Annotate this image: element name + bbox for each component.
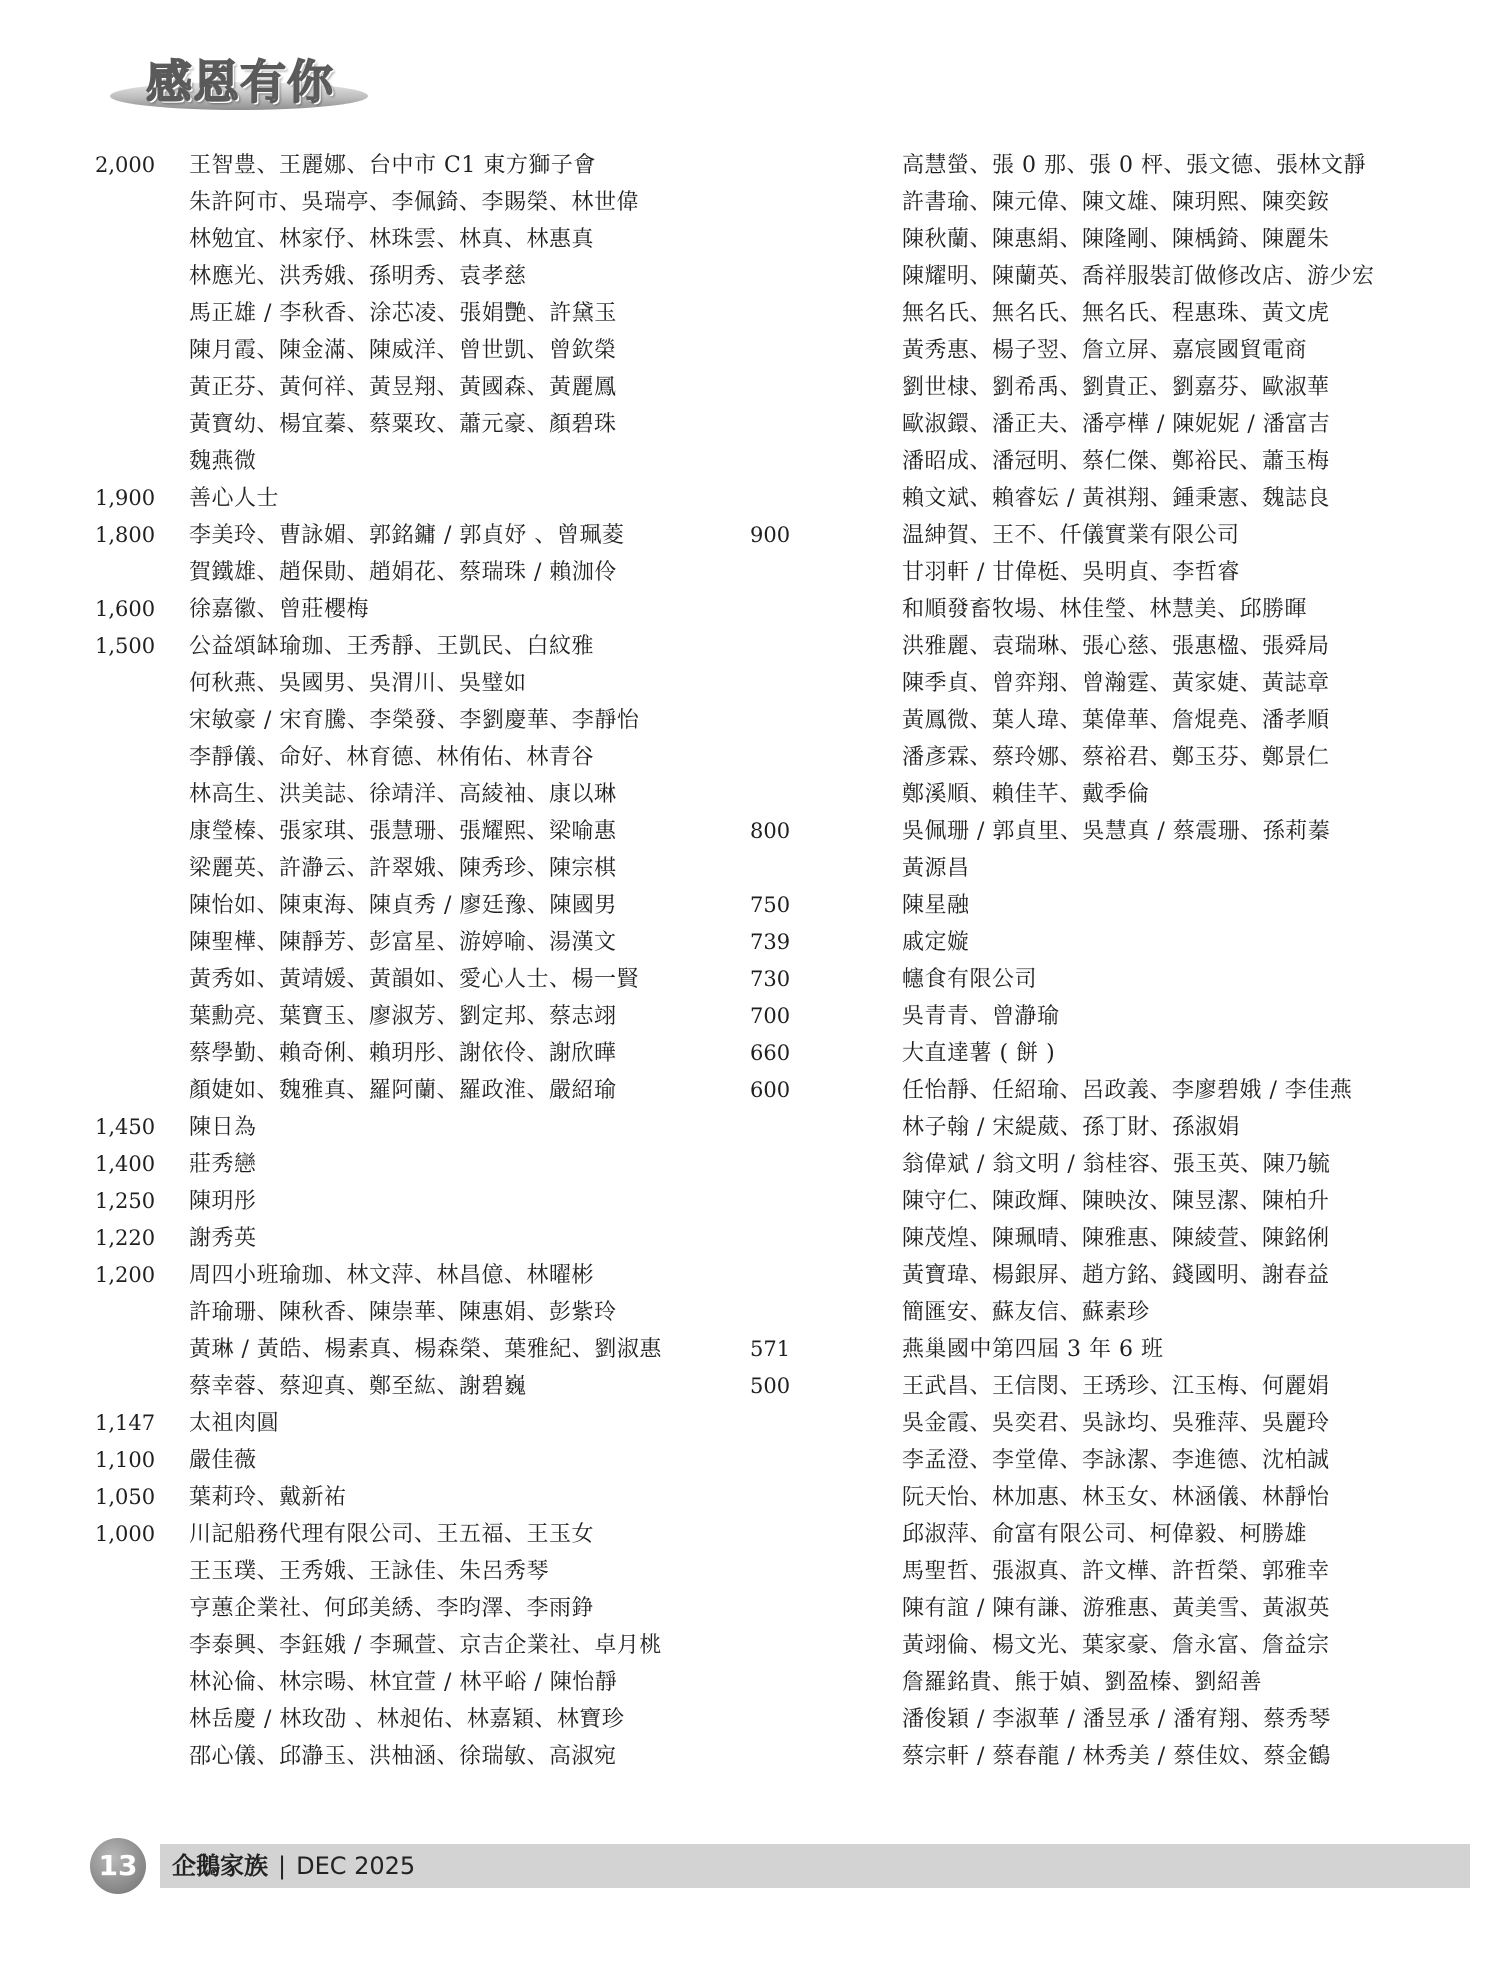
donation-entry bbox=[95, 480, 735, 517]
donor-line: 葉勳亮、葉寶玉、廖淑芳、劉定邦、蔡志翊 bbox=[189, 1004, 617, 1029]
donation-entry bbox=[750, 1368, 1390, 1775]
donor-names bbox=[157, 628, 639, 1109]
donor-line: 李美玲、曹詠媚、郭銘鏞 / 郭貞妤 、曾珮菱 bbox=[189, 523, 625, 548]
donation-entry bbox=[750, 887, 1390, 924]
donor-line: 黃翊倫、楊文光、葉家豪、詹永富、詹益宗 bbox=[902, 1633, 1330, 1658]
donation-entry bbox=[750, 1035, 1390, 1072]
donation-entry bbox=[95, 1405, 735, 1442]
donation-amount: 730 bbox=[750, 967, 791, 991]
donation-amount bbox=[750, 147, 810, 517]
donor-names bbox=[810, 887, 970, 924]
donor-names bbox=[810, 1368, 1331, 1775]
donor-line: 善心人士 bbox=[189, 486, 280, 511]
donation-entry bbox=[95, 1146, 735, 1183]
donation-amount: 750 bbox=[750, 893, 791, 917]
donor-line: 周四小班瑜珈、林文萍、林昌億、林曜彬 bbox=[189, 1263, 595, 1288]
donation-entry bbox=[750, 998, 1390, 1035]
donor-line: 何秋燕、吳國男、吳渭川、吳璧如 bbox=[189, 671, 527, 696]
donor-names bbox=[810, 813, 1330, 887]
donor-line: 潘彥霖、蔡玲娜、蔡裕君、鄭玉芬、鄭景仁 bbox=[902, 745, 1330, 770]
footer-text bbox=[172, 1848, 415, 1884]
donor-line: 甘羽軒 / 甘偉梃、吳明貞、李哲睿 bbox=[902, 560, 1240, 585]
donor-line: 潘俊穎 / 李淑華 / 潘昱承 / 潘宥翔、蔡秀琴 bbox=[902, 1707, 1331, 1732]
section-title: 感恩有你 bbox=[146, 55, 334, 109]
donation-entry bbox=[750, 147, 1390, 517]
donor-line: 嚴佳薇 bbox=[189, 1448, 257, 1473]
donor-names bbox=[810, 998, 1060, 1035]
donor-line: 陳玥彤 bbox=[189, 1189, 257, 1214]
donor-line: 任怡靜、任紹瑜、呂政義、李廖碧娥 / 李佳燕 bbox=[902, 1078, 1353, 1103]
donation-entry bbox=[95, 628, 735, 1109]
donor-line: 戚定嫙 bbox=[902, 930, 970, 955]
donation-amount: 1,600 bbox=[95, 597, 156, 621]
donor-line: 公益頌缽瑜珈、王秀靜、王凱民、白紋雅 bbox=[189, 634, 595, 659]
donation-entry bbox=[95, 1257, 735, 1405]
donation-amount: 1,200 bbox=[95, 1263, 156, 1287]
footer-separator: | bbox=[278, 1852, 287, 1880]
donation-amount: 1,050 bbox=[95, 1485, 156, 1509]
donor-line: 高慧螢、張 0 那、張 0 枰、張文德、張林文靜 bbox=[902, 153, 1366, 178]
donor-names bbox=[157, 147, 639, 480]
donation-entry bbox=[95, 1183, 735, 1220]
donor-line: 黃琳 / 黃皓、楊素真、楊森榮、葉雅紀、劉淑惠 bbox=[189, 1337, 662, 1362]
donation-amount: 1,220 bbox=[95, 1226, 156, 1250]
donor-names bbox=[157, 1516, 662, 1775]
issue-date: DEC 2025 bbox=[296, 1852, 416, 1880]
donor-line: 鄭溪順、賴佳芊、戴季倫 bbox=[902, 782, 1150, 807]
donor-line: 莊秀戀 bbox=[189, 1152, 257, 1177]
donor-line: 陳聖樺、陳靜芳、彭富星、游婷喻、湯漢文 bbox=[189, 930, 617, 955]
donor-line: 邱淑萍、俞富有限公司、柯偉毅、柯勝雄 bbox=[902, 1522, 1308, 1547]
donor-line: 賴文斌、賴睿妘 / 黃祺翔、鍾秉憲、魏誌良 bbox=[902, 486, 1330, 511]
donor-names bbox=[157, 1146, 257, 1183]
donor-line: 吳金霞、吳奕君、吳詠均、吳雅萍、吳麗玲 bbox=[902, 1411, 1330, 1436]
donor-list-left bbox=[95, 147, 735, 1775]
donation-entry bbox=[750, 1331, 1390, 1368]
donation-entry bbox=[750, 961, 1390, 998]
donor-list-right bbox=[750, 147, 1390, 1775]
donor-names bbox=[157, 1257, 662, 1405]
donor-line: 王智豊、王麗娜、台中市 C1 東方獅子會 bbox=[189, 153, 596, 178]
page-number: 13 bbox=[90, 1838, 146, 1894]
donor-line: 簡匯安、蘇友信、蘇素珍 bbox=[902, 1300, 1150, 1325]
donation-amount: 571 bbox=[750, 1337, 791, 1361]
donation-amount: 1,500 bbox=[95, 634, 156, 658]
donor-line: 林沁倫、林宗暘、林宜萱 / 林平峪 / 陳怡靜 bbox=[189, 1670, 618, 1695]
donor-line: 蔡幸蓉、蔡迎真、鄭至紘、謝碧巍 bbox=[189, 1374, 527, 1399]
donor-line: 陳耀明、陳蘭英、喬祥服裝訂做修改店、游少宏 bbox=[902, 264, 1375, 289]
donation-entry bbox=[750, 813, 1390, 887]
donor-line: 李靜儀、命好、林育德、林侑佑、林青谷 bbox=[189, 745, 595, 770]
donor-line: 陳怡如、陳東海、陳貞秀 / 廖廷豫、陳國男 bbox=[189, 893, 617, 918]
donor-line: 蔡學勤、賴奇俐、賴玥彤、謝依伶、謝欣曄 bbox=[189, 1041, 617, 1066]
donor-line: 黃秀如、黃靖媛、黃韻如、愛心人士、楊一賢 bbox=[189, 967, 640, 992]
donor-line: 馬聖哲、張淑真、許文樺、許哲榮、郭雅幸 bbox=[902, 1559, 1330, 1584]
donor-line: 魏燕微 bbox=[189, 449, 257, 474]
donor-line: 徐嘉徽、曾莊櫻梅 bbox=[189, 597, 370, 622]
donor-line: 康瑩榛、張家琪、張慧珊、張耀熙、梁喻惠 bbox=[189, 819, 617, 844]
donation-amount: 1,250 bbox=[95, 1189, 156, 1213]
donor-names bbox=[157, 480, 279, 517]
donor-line: 王武昌、王信閔、王琇珍、江玉梅、何麗娟 bbox=[902, 1374, 1330, 1399]
donor-line: 邵心儀、邱瀞玉、洪柚涵、徐瑞敏、高淑宛 bbox=[189, 1744, 617, 1769]
donation-amount: 2,000 bbox=[95, 153, 156, 177]
donor-names bbox=[810, 961, 1037, 998]
donation-amount: 900 bbox=[750, 523, 791, 547]
donor-line: 吳青青、曾瀞瑜 bbox=[902, 1004, 1060, 1029]
donor-line: 陳季貞、曾弈翔、曾瀚霆、黃家婕、黃誌章 bbox=[902, 671, 1330, 696]
donor-line: 宋敏豪 / 宋育騰、李榮發、李劉慶華、李靜怡 bbox=[189, 708, 640, 733]
donor-line: 温紳賀、王不、仟儀實業有限公司 bbox=[902, 523, 1240, 548]
donor-line: 無名氏、無名氏、無名氏、程惠珠、黃文虎 bbox=[902, 301, 1330, 326]
donation-entry bbox=[750, 924, 1390, 961]
donation-entry bbox=[750, 517, 1390, 813]
donor-names bbox=[157, 517, 624, 591]
donor-names bbox=[157, 1442, 257, 1479]
donation-amount: 660 bbox=[750, 1041, 791, 1065]
donor-line: 陳日為 bbox=[189, 1115, 257, 1140]
donor-line: 亨蕙企業社、何邱美綉、李昀澤、李雨錚 bbox=[189, 1596, 595, 1621]
donor-names bbox=[157, 1109, 257, 1146]
donation-amount: 500 bbox=[750, 1374, 791, 1398]
donor-line: 陳星融 bbox=[902, 893, 970, 918]
donor-line: 王玉璞、王秀娥、王詠佳、朱呂秀琴 bbox=[189, 1559, 550, 1584]
donor-line: 林勉宜、林家伃、林珠雲、林真、林惠真 bbox=[189, 227, 595, 252]
donor-line: 翁偉斌 / 翁文明 / 翁桂容、張玉英、陳乃毓 bbox=[902, 1152, 1331, 1177]
donor-names bbox=[810, 1072, 1352, 1331]
donor-line: 陳月霞、陳金滿、陳威洋、曾世凱、曾欽榮 bbox=[189, 338, 617, 363]
donor-line: 黃鳳微、葉人瑋、葉偉華、詹焜堯、潘孝順 bbox=[902, 708, 1330, 733]
donor-line: 川記船務代理有限公司、王五福、王玉女 bbox=[189, 1522, 595, 1547]
donor-line: 太祖肉圓 bbox=[189, 1411, 280, 1436]
donation-amount: 700 bbox=[750, 1004, 791, 1028]
donor-line: 黃寶瑋、楊銀屏、趙方銘、錢國明、謝春益 bbox=[902, 1263, 1330, 1288]
donor-line: 蔡宗軒 / 蔡春龍 / 林秀美 / 蔡佳妏、蔡金鶴 bbox=[902, 1744, 1331, 1769]
donor-line: 賀鐵雄、趙保勛、趙娟花、蔡瑞珠 / 賴泇伶 bbox=[189, 560, 617, 585]
donation-entry bbox=[95, 147, 735, 480]
donor-line: 林應光、洪秀娥、孫明秀、袁孝慈 bbox=[189, 264, 527, 289]
donation-entry bbox=[95, 1442, 735, 1479]
donor-line: 陳茂煌、陳珮晴、陳雅惠、陳綾萱、陳銘俐 bbox=[902, 1226, 1330, 1251]
donor-line: 潘昭成、潘冠明、蔡仁傑、鄭裕民、蕭玉梅 bbox=[902, 449, 1330, 474]
donor-line: 歐淑鐶、潘正夫、潘亭樺 / 陳妮妮 / 潘富吉 bbox=[902, 412, 1331, 437]
donor-line: 謝秀英 bbox=[189, 1226, 257, 1251]
donation-amount: 1,450 bbox=[95, 1115, 156, 1139]
donor-line: 許瑜珊、陳秋香、陳崇華、陳惠娟、彭紫玲 bbox=[189, 1300, 617, 1325]
section-header bbox=[110, 42, 380, 114]
donor-line: 葉莉玲、戴新祐 bbox=[189, 1485, 347, 1510]
donor-line: 黃源昌 bbox=[902, 856, 970, 881]
donor-names bbox=[810, 924, 970, 961]
donor-names bbox=[810, 1035, 1055, 1072]
donor-line: 朱許阿市、吳瑞亭、李佩錡、李賜榮、林世偉 bbox=[189, 190, 640, 215]
donor-line: 陳秋蘭、陳惠絹、陳隆剛、陳楀錡、陳麗朱 bbox=[902, 227, 1330, 252]
donation-amount: 1,800 bbox=[95, 523, 156, 547]
donor-names bbox=[157, 1183, 257, 1220]
donor-line: 李孟澄、李堂偉、李詠潔、李進德、沈柏誠 bbox=[902, 1448, 1330, 1473]
magazine-name: 企鵝家族 bbox=[172, 1852, 268, 1880]
donor-line: 黃寶幼、楊宜蓁、蔡粟玫、蕭元豪、顏碧珠 bbox=[189, 412, 617, 437]
donation-entry bbox=[95, 517, 735, 591]
donor-line: 劉世棣、劉希禹、劉貴正、劉嘉芬、歐淑華 bbox=[902, 375, 1330, 400]
donor-line: 林高生、洪美誌、徐靖洋、高綾袖、康以琳 bbox=[189, 782, 617, 807]
donor-line: 黃正芬、黃何祥、黃昱翔、黃國森、黃麗鳳 bbox=[189, 375, 617, 400]
donor-line: 陳守仁、陳政輝、陳映汝、陳昱潔、陳柏升 bbox=[902, 1189, 1330, 1214]
donor-line: 馬正雄 / 李秋香、涂芯凌、張娟艷、許黛玉 bbox=[189, 301, 617, 326]
donation-amount: 1,900 bbox=[95, 486, 156, 510]
donor-names bbox=[810, 1331, 1163, 1368]
donation-entry bbox=[95, 1516, 735, 1775]
donor-line: 許書瑜、陳元偉、陳文雄、陳玥熙、陳奕銨 bbox=[902, 190, 1330, 215]
donation-entry bbox=[95, 1479, 735, 1516]
donation-amount: 1,147 bbox=[95, 1411, 156, 1435]
donor-line: 顏婕如、魏雅真、羅阿蘭、羅政淮、嚴紹瑜 bbox=[189, 1078, 617, 1103]
donor-line: 梁麗英、許瀞云、許翠娥、陳秀珍、陳宗棋 bbox=[189, 856, 617, 881]
donor-line: 幰食有限公司 bbox=[902, 967, 1038, 992]
donor-names bbox=[157, 1220, 257, 1257]
donor-names bbox=[810, 517, 1330, 813]
donor-line: 林岳慶 / 林玫劭 、林昶佑、林嘉穎、林寶珍 bbox=[189, 1707, 625, 1732]
donor-line: 李泰興、李鈺娥 / 李珮萱、京吉企業社、卓月桃 bbox=[189, 1633, 662, 1658]
donation-entry bbox=[750, 1072, 1390, 1331]
donation-entry bbox=[95, 1109, 735, 1146]
donor-line: 和順發畜牧場、林佳瑩、林慧美、邱勝暉 bbox=[902, 597, 1308, 622]
donor-line: 詹羅銘貴、熊于媜、劉盈榛、劉紹善 bbox=[902, 1670, 1263, 1695]
donor-line: 燕巢國中第四屆 3 年 6 班 bbox=[902, 1337, 1164, 1362]
donor-names bbox=[157, 1405, 279, 1442]
donor-line: 阮天怡、林加惠、林玉女、林涵儀、林靜怡 bbox=[902, 1485, 1330, 1510]
donor-line: 林子翰 / 宋緹葳、孫丁財、孫淑娟 bbox=[902, 1115, 1240, 1140]
donor-names bbox=[157, 591, 369, 628]
donation-entry bbox=[95, 1220, 735, 1257]
donor-line: 洪雅麗、袁瑞琳、張心慈、張惠楹、張舜局 bbox=[902, 634, 1330, 659]
donor-line: 陳有誼 / 陳有謙、游雅惠、黃美雪、黃淑英 bbox=[902, 1596, 1330, 1621]
donation-amount: 800 bbox=[750, 819, 791, 843]
donation-amount: 739 bbox=[750, 930, 791, 954]
donation-amount: 1,400 bbox=[95, 1152, 156, 1176]
donation-amount: 1,100 bbox=[95, 1448, 156, 1472]
donation-amount: 1,000 bbox=[95, 1522, 156, 1546]
donor-names bbox=[157, 1479, 347, 1516]
donation-amount: 600 bbox=[750, 1078, 791, 1102]
donor-line: 大直達薯 ( 餅 ) bbox=[902, 1041, 1056, 1066]
donation-entry bbox=[95, 591, 735, 628]
donor-line: 黃秀惠、楊子翌、詹立屏、嘉宸國貿電商 bbox=[902, 338, 1308, 363]
donor-names bbox=[810, 147, 1375, 517]
donor-line: 吳佩珊 / 郭貞里、吳慧真 / 蔡震珊、孫莉蓁 bbox=[902, 819, 1331, 844]
